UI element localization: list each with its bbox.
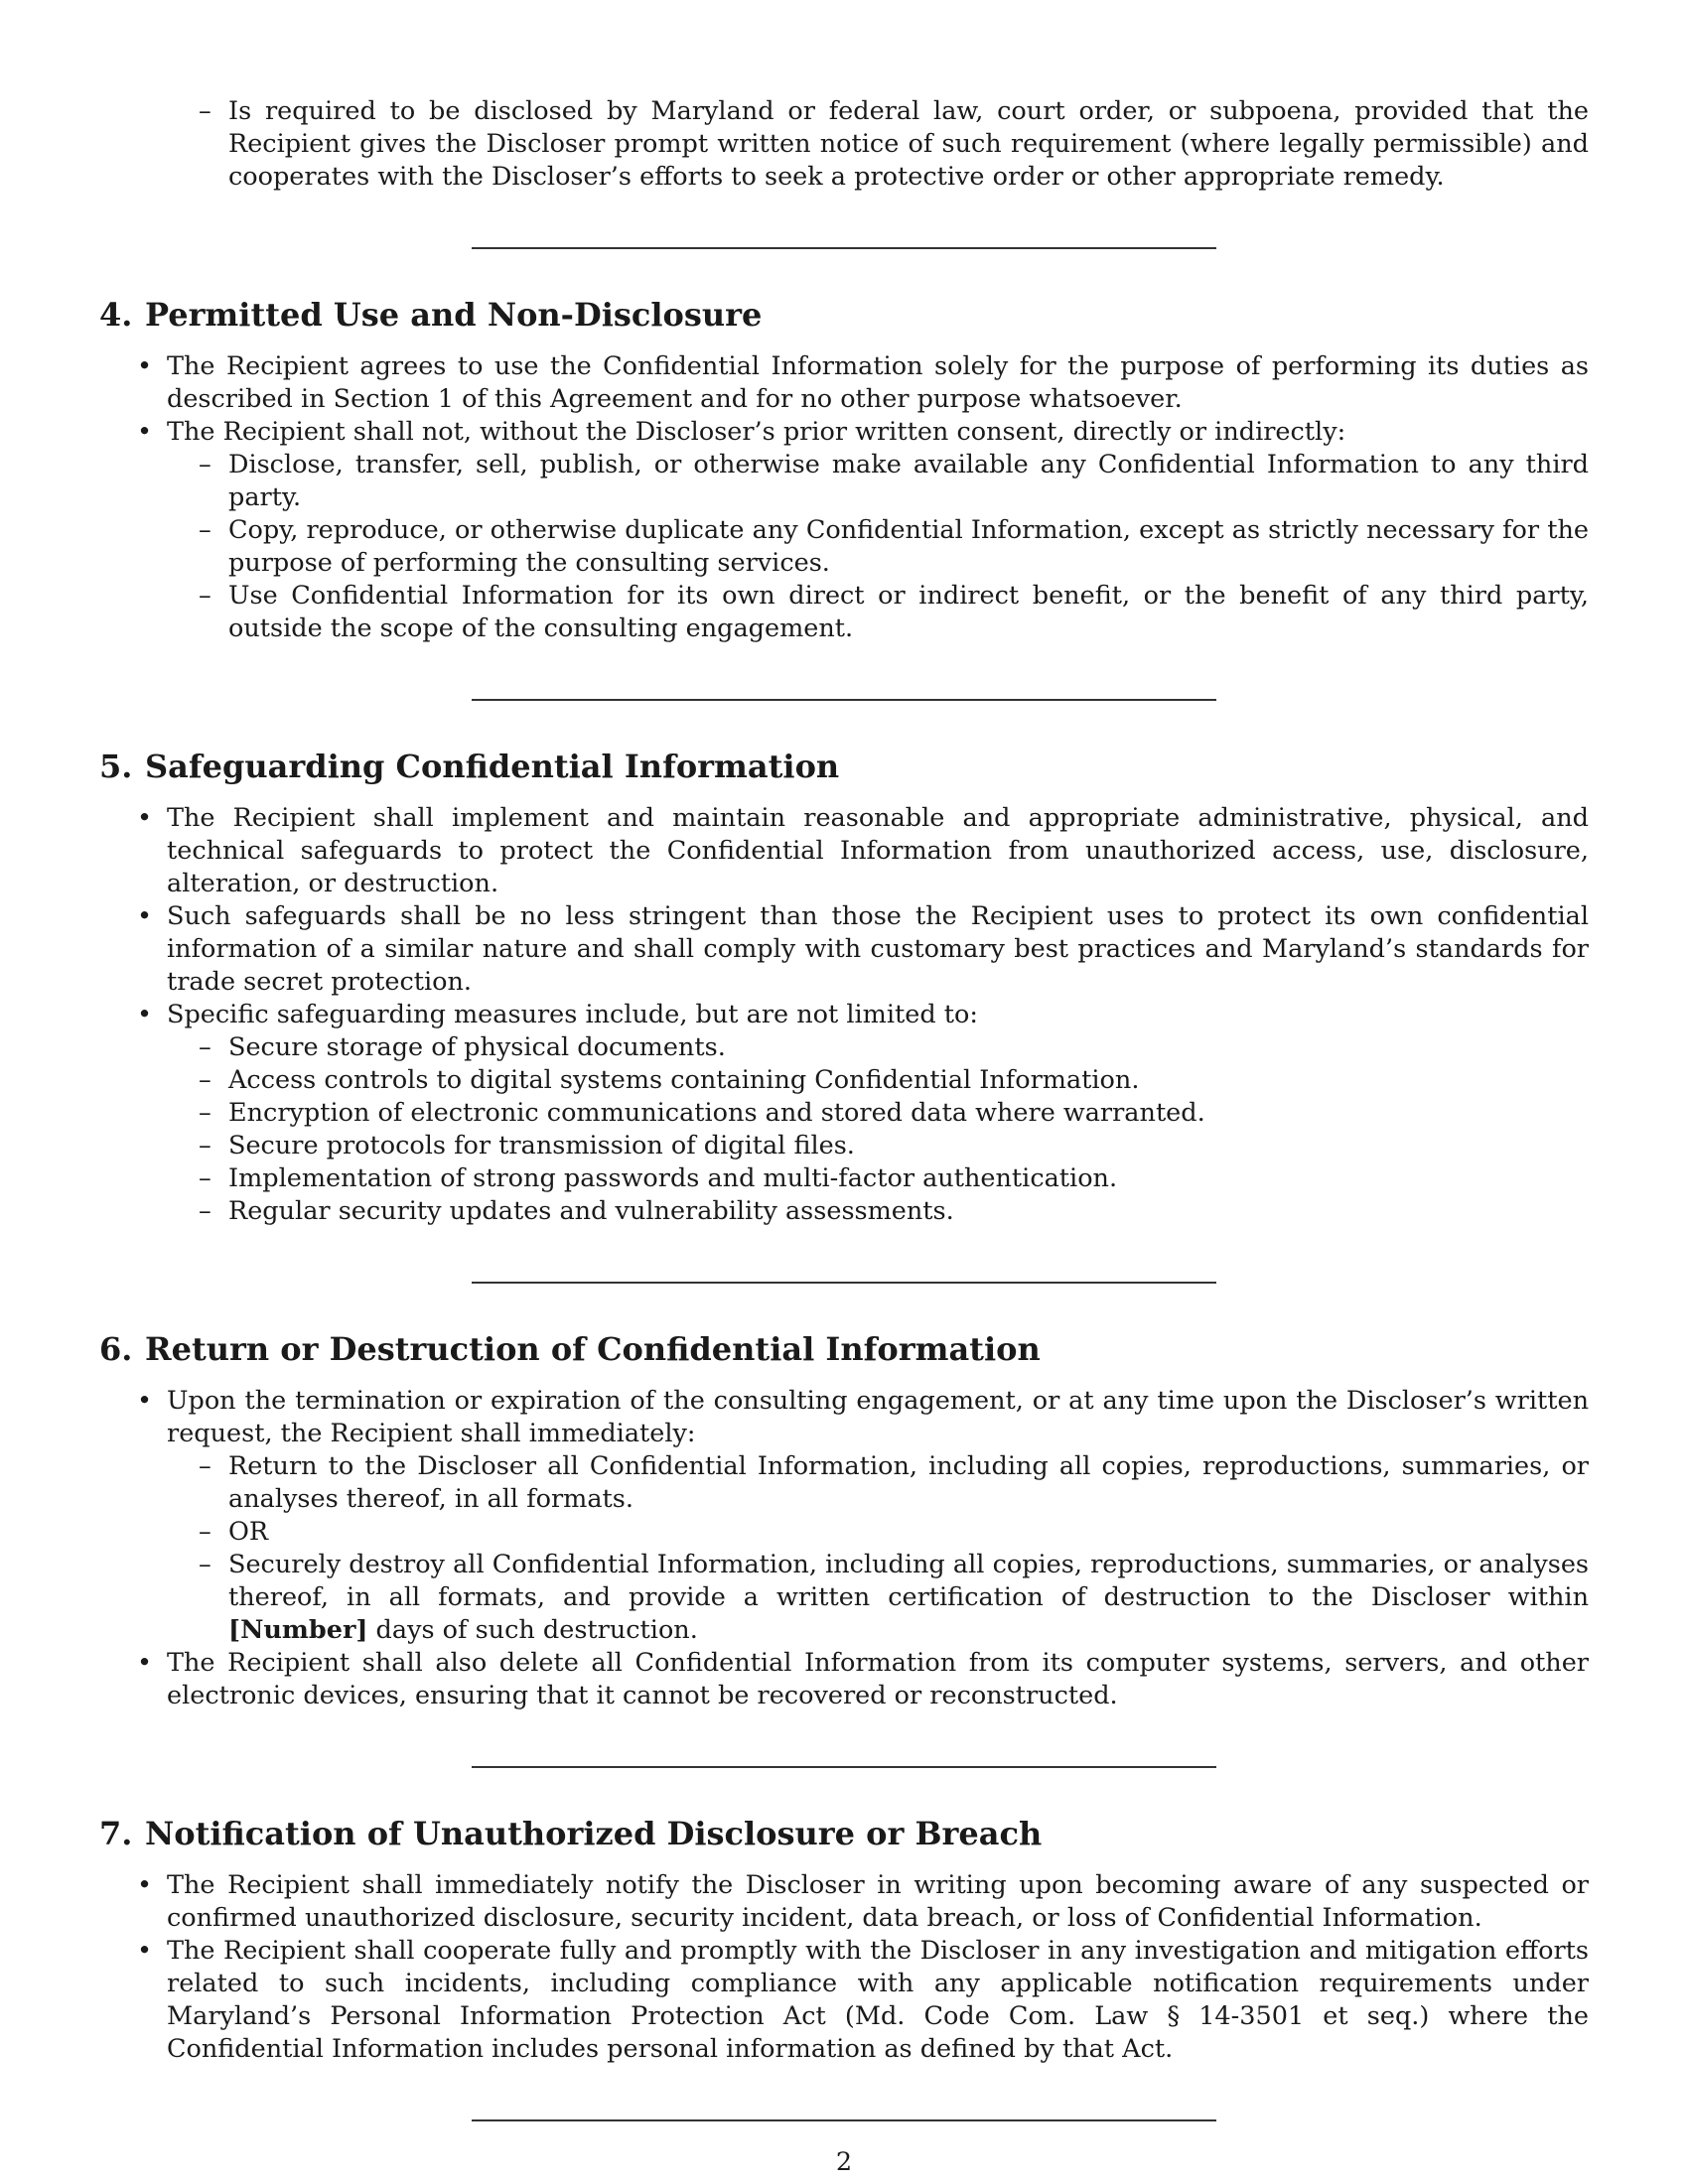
section-divider bbox=[472, 2119, 1216, 2121]
section-4 bbox=[99, 295, 1589, 645]
sub-list-item: – Secure storage of physical documents. bbox=[99, 1031, 1589, 1064]
sub-list-item: – Use Confidential Information for its own direct or indirect benefit, or the benefit of any third party, outside the scope of the consulting engagement. bbox=[99, 580, 1589, 645]
section-divider bbox=[472, 1766, 1216, 1768]
sub-list-item: – Encryption of electronic communications and stored data where warranted. bbox=[99, 1097, 1589, 1130]
section-5 bbox=[99, 747, 1589, 1228]
sub-list-item: – Secure protocols for transmission of digital files. bbox=[99, 1130, 1589, 1162]
section-7 bbox=[99, 1814, 1589, 2066]
sub-list-item: – Disclose, transfer, sell, publish, or otherwise make available any Confidential Information to any third party. bbox=[99, 449, 1589, 514]
section-title: Permitted Use and Non-Disclosure bbox=[145, 296, 763, 334]
section-divider bbox=[472, 247, 1216, 249]
sub-list-item: – OR bbox=[99, 1516, 1589, 1549]
section-number: 7. bbox=[99, 1815, 133, 1852]
destroy-text-after: days of such destruction. bbox=[367, 1615, 698, 1645]
section-number: 4. bbox=[99, 296, 133, 334]
list-item: • The Recipient shall cooperate fully and promptly with the Discloser in any investigation and mitigation efforts related to such incidents, including compliance with any applicable notification requirements under Maryland’s Personal Information Protection Act (Md. Code Com. Law § 14-3501 et seq.) where the Confidential Information includes personal information as defined by that Act. bbox=[99, 1935, 1589, 2066]
list-item: • Such safeguards shall be no less stringent than those the Recipient uses to protect its own confidential information of a similar nature and shall comply with customary best practices and Maryland’s standards for trade secret protection. bbox=[99, 900, 1589, 999]
section-divider bbox=[472, 1282, 1216, 1284]
section-title: Return or Destruction of Confidential Information bbox=[145, 1330, 1041, 1368]
section-number: 6. bbox=[99, 1330, 133, 1368]
sub-list-item: – Regular security updates and vulnerability assessments. bbox=[99, 1195, 1589, 1228]
section-heading bbox=[99, 1329, 1589, 1369]
list-item: • The Recipient shall not, without the Discloser’s prior written consent, directly or indirectly: bbox=[99, 416, 1589, 449]
list-item: • The Recipient shall immediately notify the Discloser in writing upon becoming aware of any suspected or confirmed unauthorized disclosure, security incident, data breach, or loss of Confidential Information. bbox=[99, 1869, 1589, 1935]
continued-subitem: – Is required to be disclosed by Maryland or federal law, court order, or subpoena, provided that the Recipient gives the Discloser prompt written notice of such requirement (where legally permissible) and cooperates with the Discloser’s efforts to seek a protective order or other appropriate remedy. bbox=[99, 95, 1589, 194]
page-content bbox=[99, 95, 1589, 2121]
list-item: • The Recipient shall also delete all Confidential Information from its computer systems, servers, and other electronic devices, ensuring that it cannot be recovered or reconstructed. bbox=[99, 1647, 1589, 1712]
list-item: • Specific safeguarding measures include, but are not limited to: bbox=[99, 999, 1589, 1031]
section-heading bbox=[99, 747, 1589, 786]
section-number: 5. bbox=[99, 748, 133, 785]
section-divider bbox=[472, 699, 1216, 701]
sub-list-item: – Return to the Discloser all Confidential Information, including all copies, reproductions, summaries, or analyses thereof, in all formats. bbox=[99, 1450, 1589, 1516]
section-heading bbox=[99, 295, 1589, 335]
list-item: • The Recipient shall implement and maintain reasonable and appropriate administrative, physical, and technical safeguards to protect the Confidential Information from unauthorized access, use, disclosure, alteration, or destruction. bbox=[99, 802, 1589, 900]
sub-list-item: – Implementation of strong passwords and multi-factor authentication. bbox=[99, 1162, 1589, 1195]
sub-list-item: – Copy, reproduce, or otherwise duplicate any Confidential Information, except as strictly necessary for the purpose of performing the consulting services. bbox=[99, 514, 1589, 580]
number-placeholder: [Number] bbox=[228, 1615, 368, 1645]
section-6 bbox=[99, 1329, 1589, 1712]
list-item: • Upon the termination or expiration of the consulting engagement, or at any time upon the Discloser’s written request, the Recipient shall immediately: bbox=[99, 1385, 1589, 1450]
destroy-text-before: Securely destroy all Confidential Information, including all copies, reproductions, summaries, or analyses thereof, in all formats, and provide a written certification of destruction to the Discloser within bbox=[228, 1550, 1589, 1612]
section-title: Safeguarding Confidential Information bbox=[145, 748, 840, 785]
section-heading bbox=[99, 1814, 1589, 1853]
list-item: • The Recipient agrees to use the Confidential Information solely for the purpose of performing its duties as described in Section 1 of this Agreement and for no other purpose whatsoever. bbox=[99, 350, 1589, 416]
sub-list-item: – Access controls to digital systems containing Confidential Information. bbox=[99, 1064, 1589, 1097]
page-number: 2 bbox=[835, 2147, 853, 2177]
sub-list-item-destroy bbox=[99, 1549, 1589, 1647]
section-title: Notification of Unauthorized Disclosure or Breach bbox=[145, 1815, 1043, 1852]
